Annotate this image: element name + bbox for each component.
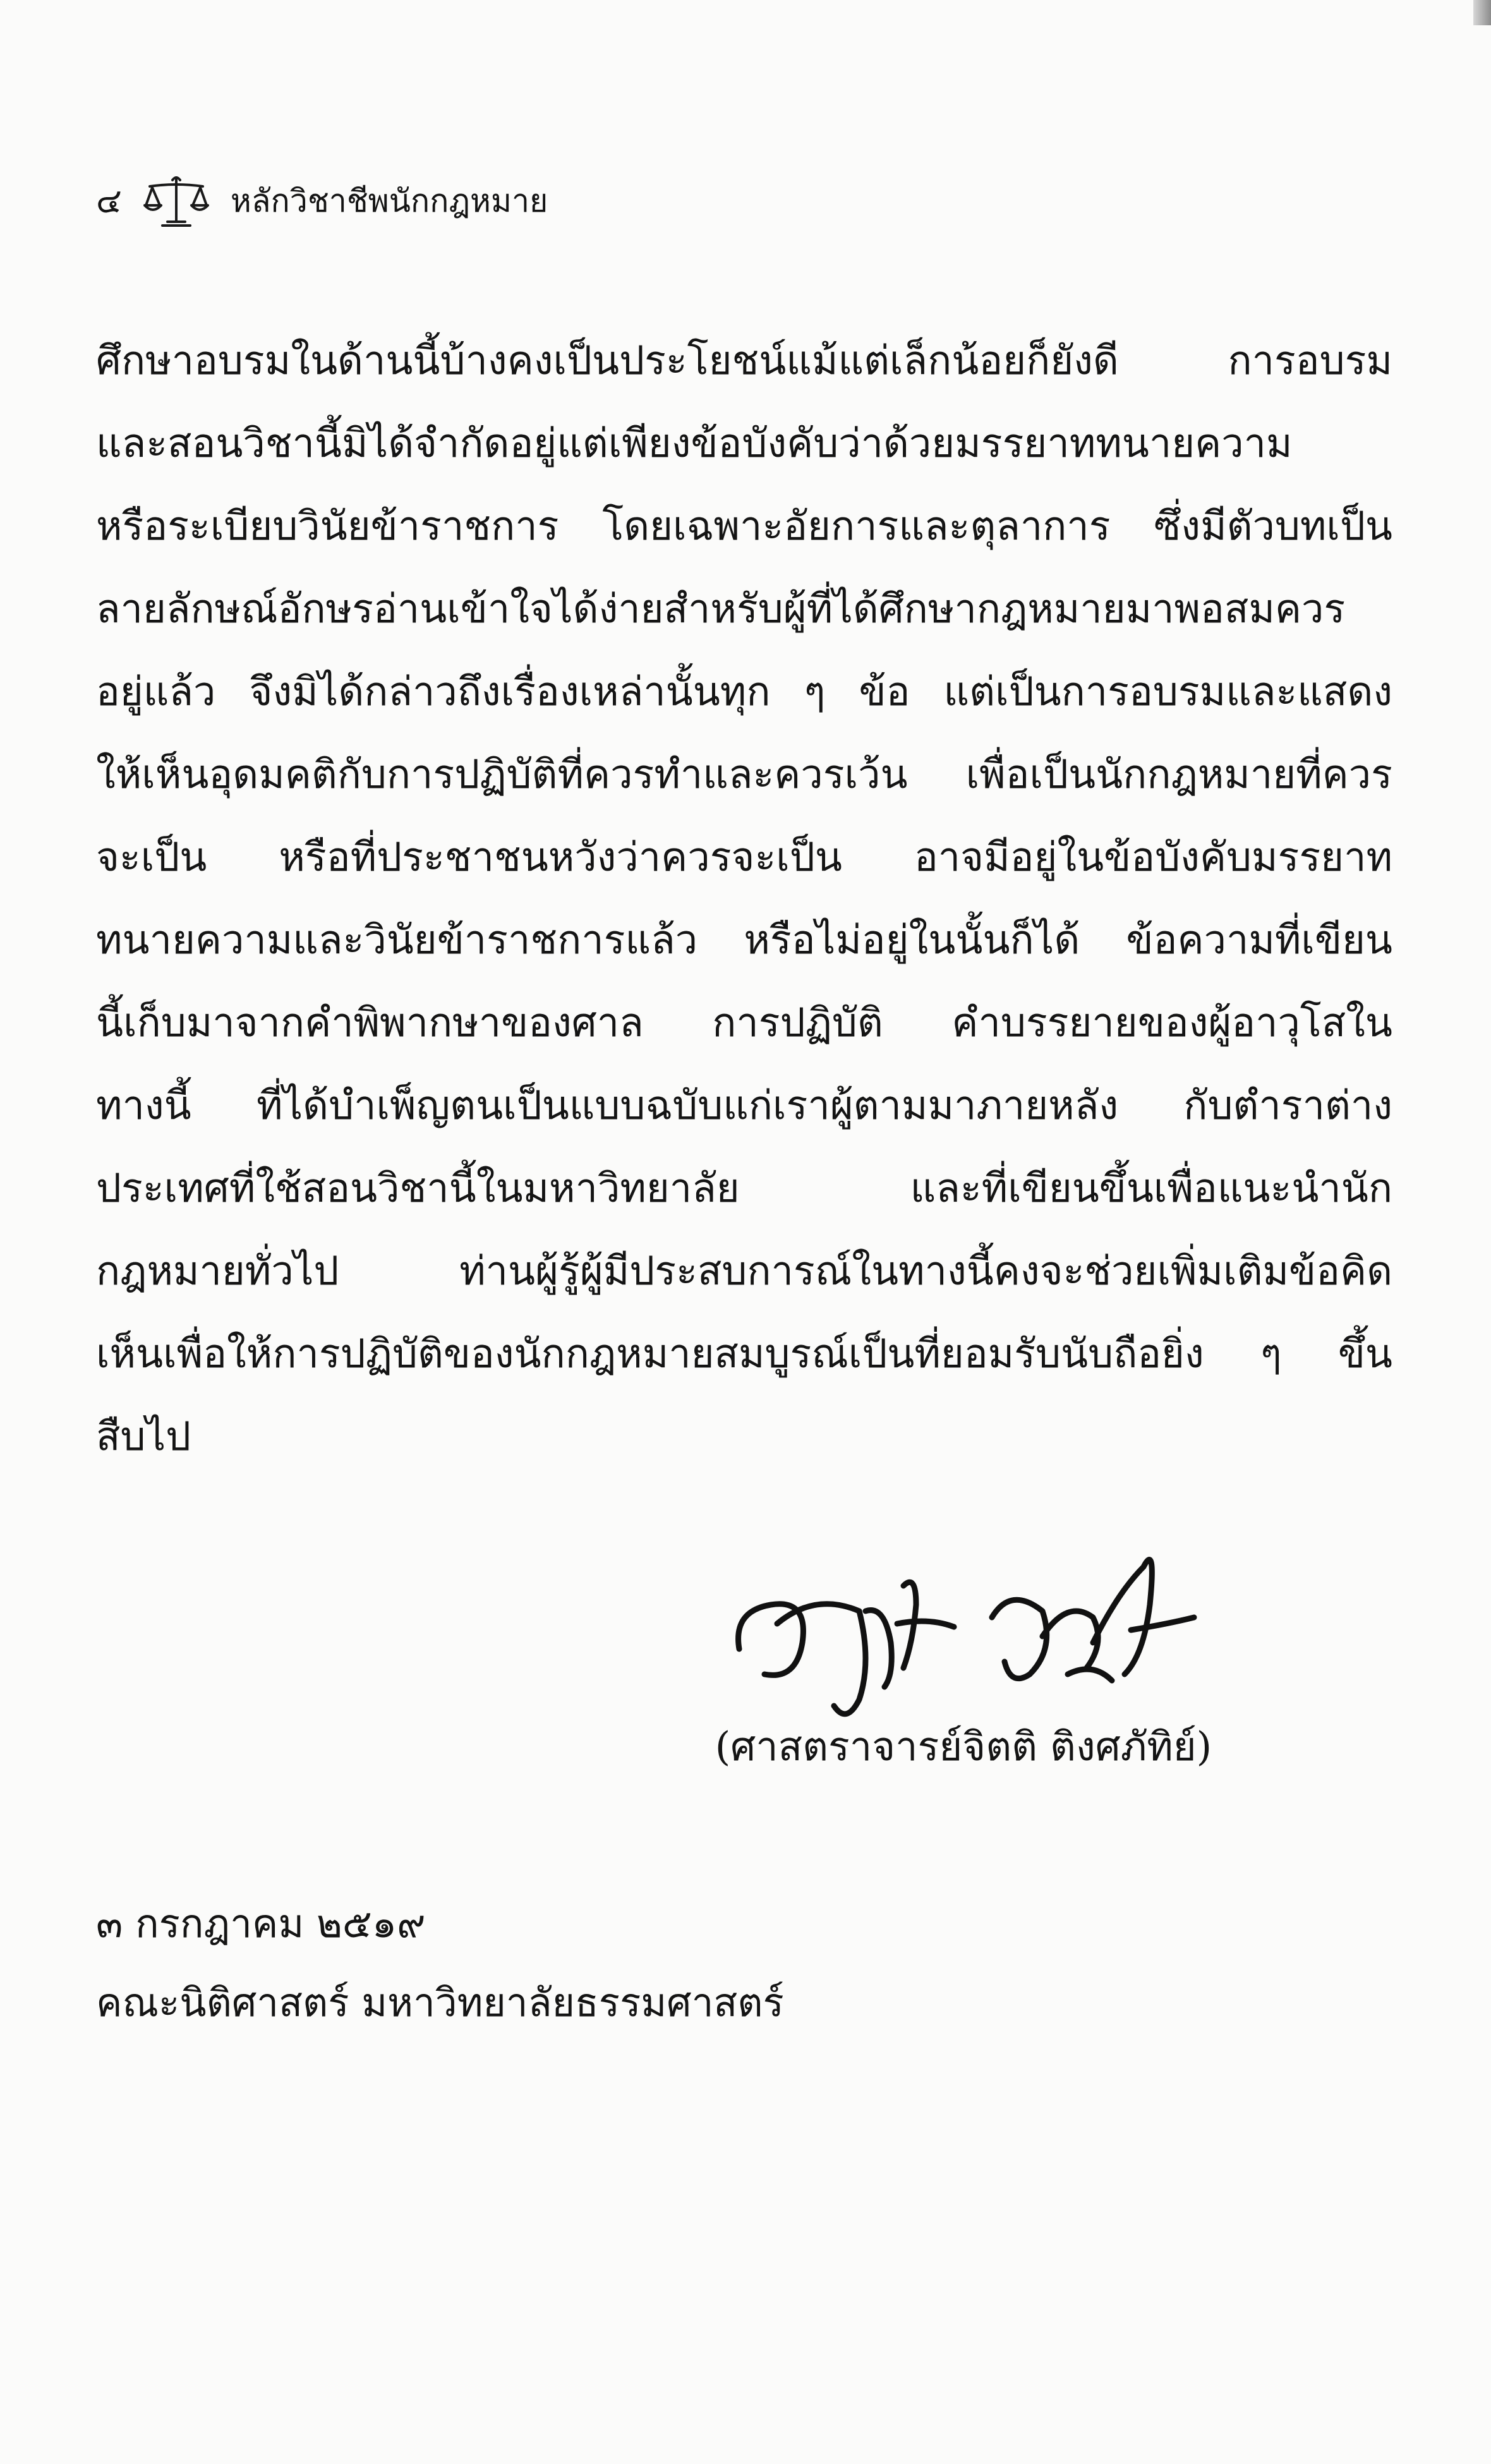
page-edge-shadow <box>1473 0 1491 25</box>
handwritten-signature <box>714 1516 1207 1731</box>
body-line: ให้เห็นอุดมคติกับการปฏิบัติที่ควรทำและควรเว้น เพื่อเป็นนักกฎหมายที่ควร <box>96 751 1392 797</box>
author-affiliation: คณะนิติศาสตร์ มหาวิทยาลัยธรรมศาสตร์ <box>96 1979 784 2026</box>
preface-body-text <box>96 319 1392 1478</box>
body-line: นี้เก็บมาจากคำพิพากษาของศาล การปฏิบัติ คำบรรยายของผู้อาวุโสใน <box>96 999 1392 1046</box>
body-line: และสอนวิชานี้มิได้จำกัดอยู่แต่เพียงข้อบังคับว่าด้วยมรรยาททนายความ <box>96 420 1293 466</box>
body-line: ลายลักษณ์อักษรอ่านเข้าใจได้ง่ายสำหรับผู้ที่ได้ศึกษากฎหมายมาพอสมควร <box>96 586 1346 632</box>
body-line: ประเทศที่ใช้สอนวิชานี้ในมหาวิทยาลัย และที่เขียนขึ้นเพื่อแนะนำนัก <box>96 1165 1392 1211</box>
body-line: จะเป็น หรือที่ประชาชนหวังว่าควรจะเป็น อาจมีอยู่ในข้อบังคับมรรยาท <box>96 834 1392 880</box>
page-number: ๔ <box>96 181 122 220</box>
body-line: ศึกษาอบรมในด้านนี้บ้างคงเป็นประโยชน์แม้แต่เล็กน้อยก็ยังดี การอบรม <box>96 337 1392 383</box>
signer-name: (ศาสตราจารย์จิตติ ติงศภัทิย์) <box>715 1724 1212 1770</box>
body-line: สืบไป <box>96 1413 191 1459</box>
body-line: กฎหมายทั่วไป ท่านผู้รู้ผู้มีประสบการณ์ในทางนี้คงจะช่วยเพิ่มเติมข้อคิด <box>96 1248 1392 1294</box>
body-line: ทนายความและวินัยข้าราชการแล้ว หรือไม่อยู่ในนั้นก็ได้ ข้อความที่เขียน <box>96 917 1392 963</box>
body-line: หรือระเบียบวินัยข้าราชการ โดยเฉพาะอัยการและตุลาการ ซึ่งมีตัวบทเป็น <box>96 503 1392 549</box>
book-title: หลักวิชาชีพนักกฎหมาย <box>230 183 548 219</box>
running-header <box>96 169 548 233</box>
scales-of-justice-icon <box>143 172 209 229</box>
body-line: ทางนี้ ที่ได้บำเพ็ญตนเป็นแบบฉบับแก่เราผู้ตามมาภายหลัง กับตำราต่าง <box>96 1082 1392 1128</box>
preface-date: ๓ กรกฎาคม ๒๕๑๙ <box>96 1900 426 1947</box>
body-line: อยู่แล้ว จึงมิได้กล่าวถึงเรื่องเหล่านั้นทุก ๆ ข้อ แต่เป็นการอบรมและแสดง <box>96 668 1392 715</box>
body-line: เห็นเพื่อให้การปฏิบัติของนักกฎหมายสมบูรณ์เป็นที่ยอมรับนับถือยิ่ง ๆ ขึ้น <box>96 1331 1392 1377</box>
